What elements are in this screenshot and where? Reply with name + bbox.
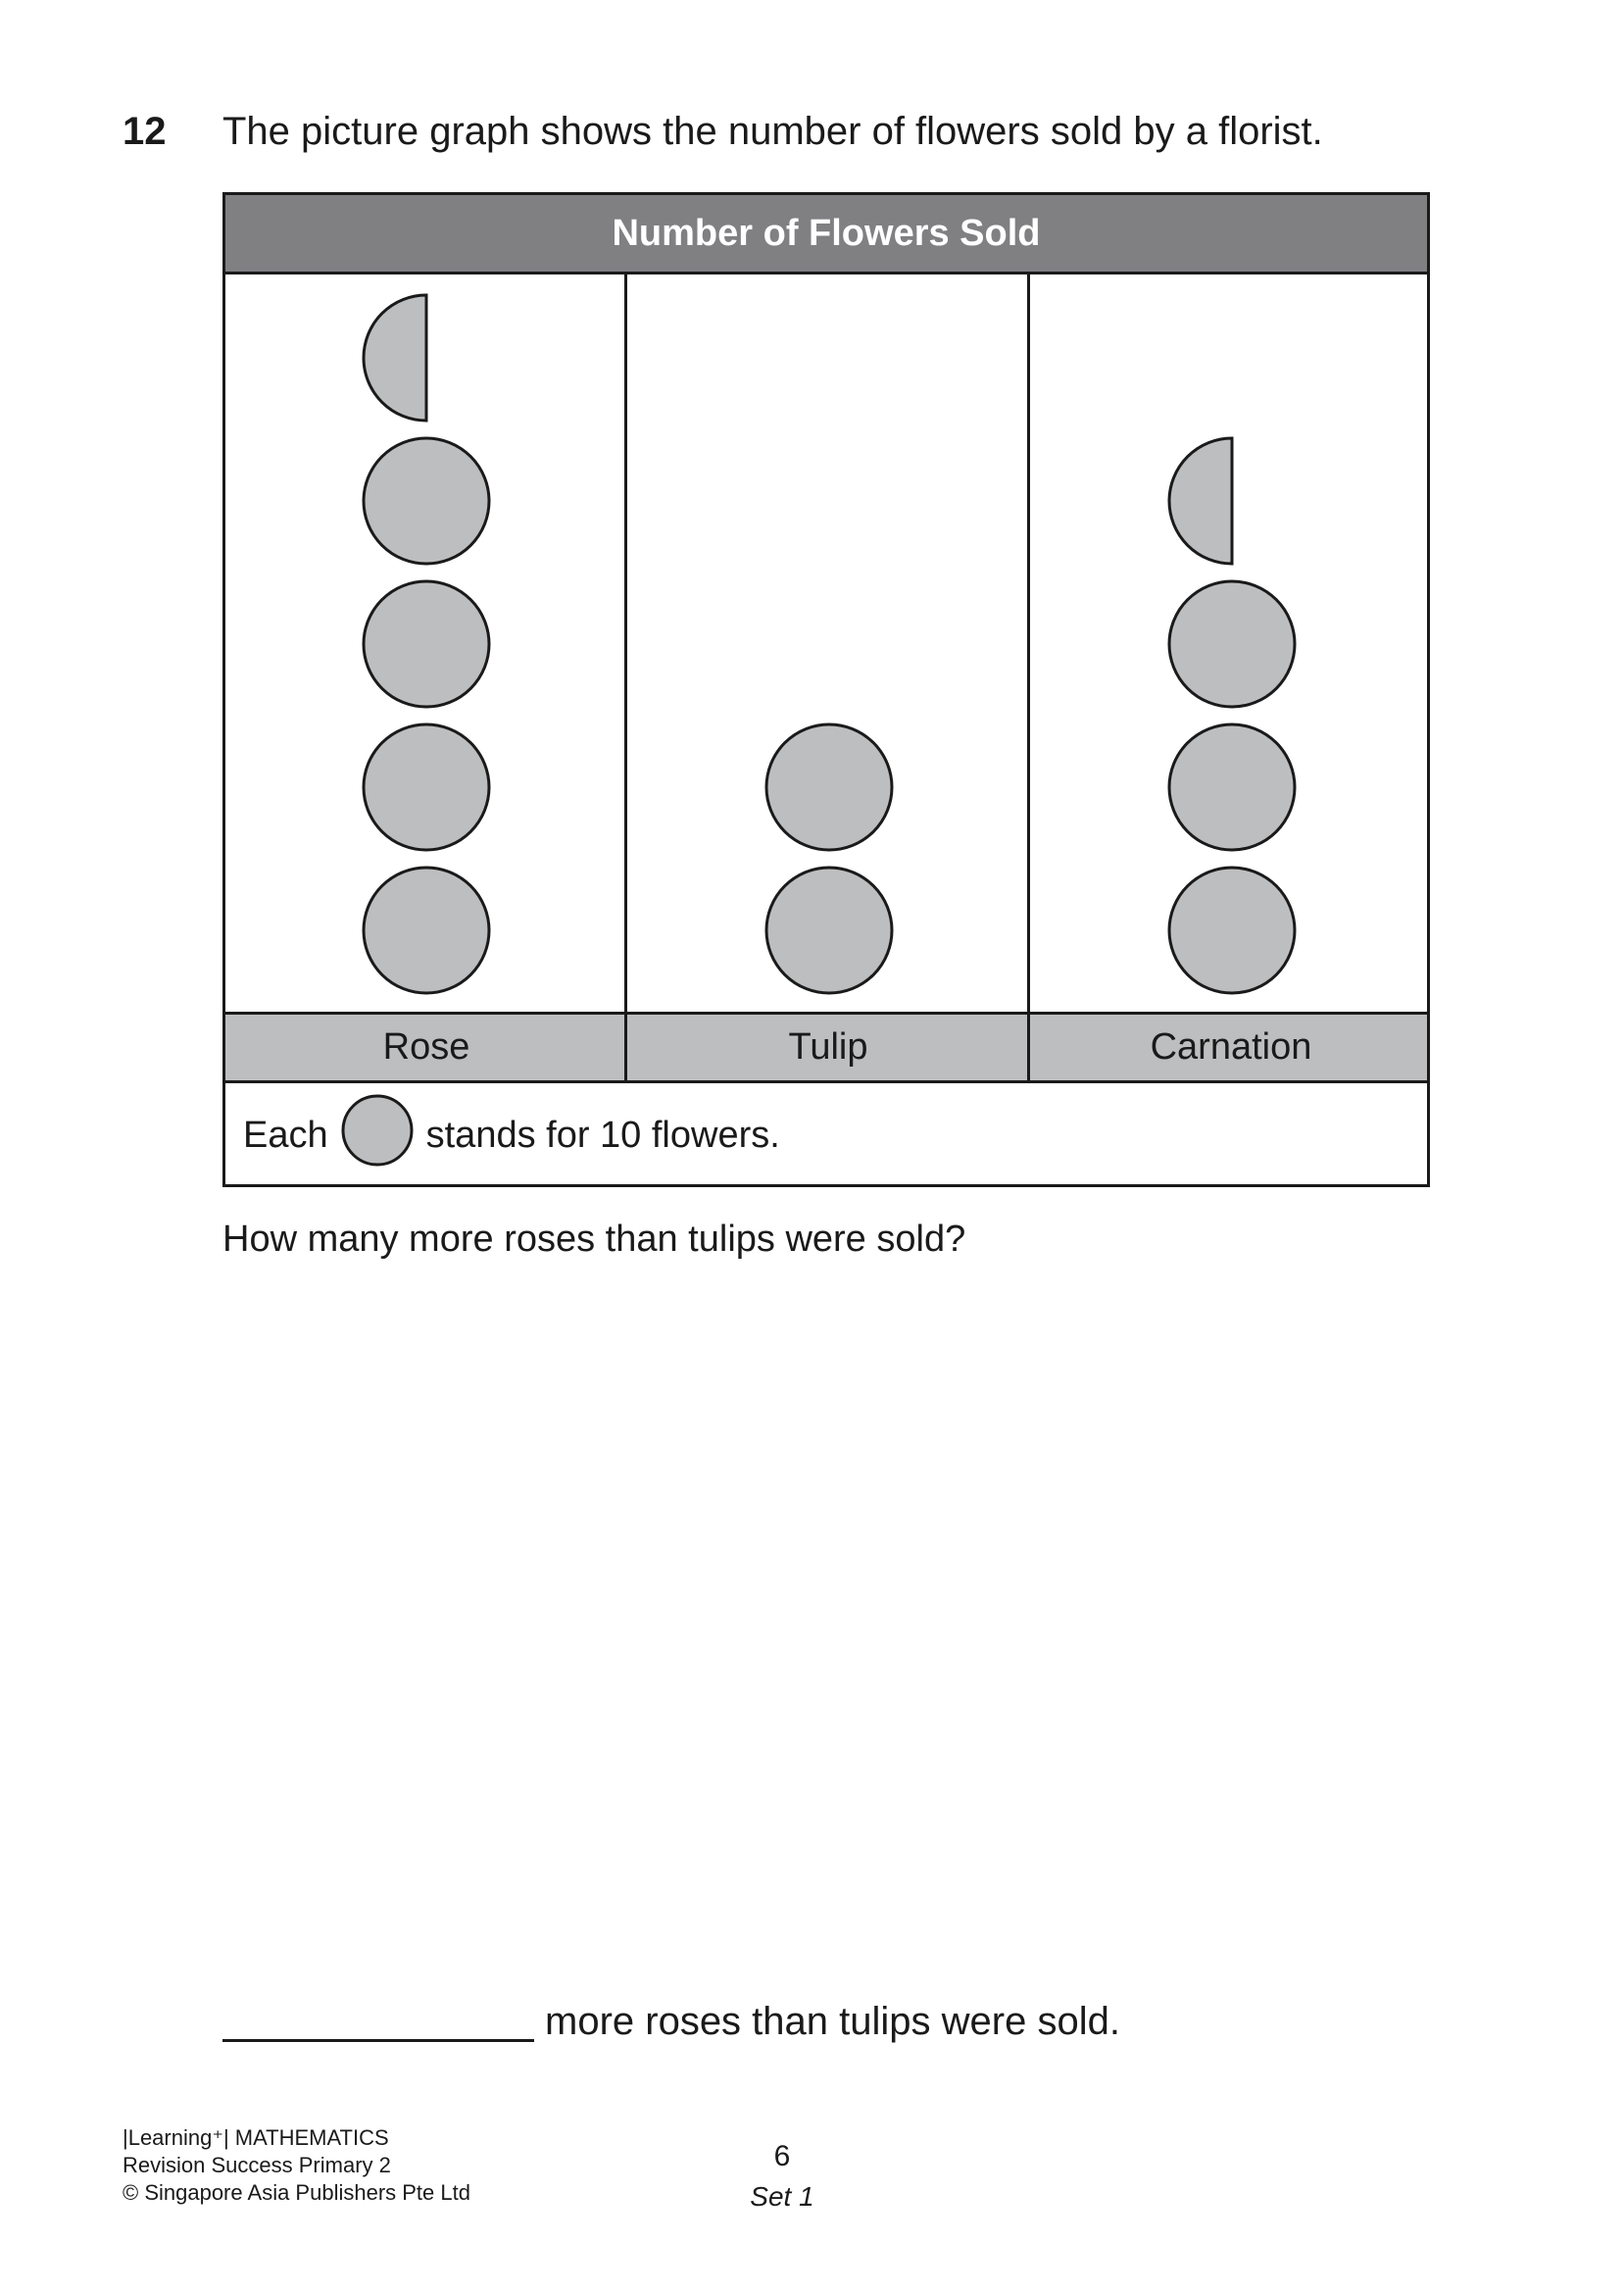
symbol-carnation-2 — [1169, 724, 1295, 850]
picture-graph — [222, 192, 1430, 1187]
answer-suffix: more roses than tulips were sold. — [545, 2000, 1120, 2043]
key-prefix: Each — [243, 1114, 328, 1156]
key-suffix: stands for 10 flowers. — [425, 1114, 780, 1156]
graph-key — [243, 1083, 780, 1187]
category-label-tulip: Tulip — [788, 1026, 868, 1068]
symbol-rose-half — [364, 295, 426, 421]
symbol-rose-2 — [364, 724, 489, 850]
footer-publisher — [123, 2124, 470, 2207]
footer-line-2: Revision Success Primary 2 — [123, 2153, 391, 2177]
symbol-carnation-3 — [1169, 581, 1295, 707]
category-label-rose: Rose — [382, 1026, 470, 1068]
question-number: 12 — [123, 110, 167, 153]
page-number: 6 — [773, 2140, 791, 2172]
symbol-tulip-2 — [766, 724, 892, 850]
symbol-tulip-1 — [766, 868, 892, 993]
graph-title: Number of Flowers Sold — [225, 195, 1427, 274]
footer-line-1: |Learning⁺| MATHEMATICS — [123, 2125, 389, 2150]
question-text: The picture graph shows the number of flowers sold by a florist. — [222, 110, 1323, 153]
footer-line-3: © Singapore Asia Publishers Pte Ltd — [123, 2180, 470, 2205]
symbol-rose-3 — [364, 581, 489, 707]
symbol-carnation-1 — [1169, 868, 1295, 993]
symbol-rose-1 — [364, 868, 489, 993]
symbol-carnation-half — [1169, 438, 1232, 564]
flower-circle-icon — [340, 1093, 415, 1177]
set-label: Set 1 — [750, 2181, 814, 2212]
answer-blank[interactable] — [222, 2039, 534, 2042]
symbol-rose-4 — [364, 438, 489, 564]
question-prompt: How many more roses than tulips were sold? — [222, 1219, 966, 1260]
category-label-carnation: Carnation — [1150, 1026, 1312, 1068]
